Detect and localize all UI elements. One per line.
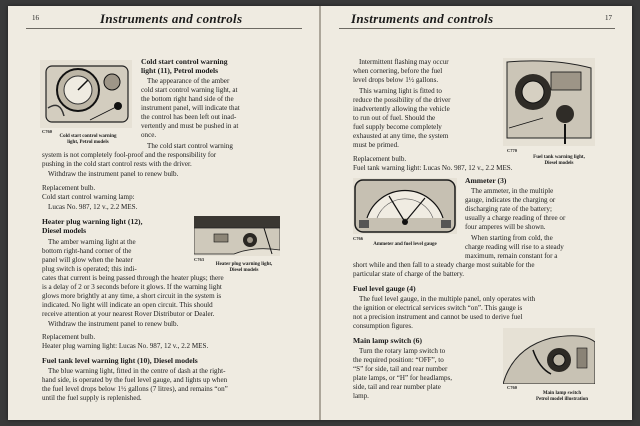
fuel-gauge-heading: Fuel level gauge (4) [353, 284, 416, 293]
text-line: plate lamps, or “H” for headlamps, [353, 374, 453, 382]
text-line: receive attention at your nearest Rover Distributor or Dealer. [42, 310, 215, 318]
text-line: Cold start control warning lamp: [42, 193, 135, 201]
text-line: hand side, is operated by the fuel level gauge, and lights up when [42, 376, 228, 384]
text-line: pushing in the cold start control rests with the driver. [42, 160, 192, 168]
text-line: Intermittent flashing may occur [359, 58, 449, 66]
text-line: panel will glow when the heater [42, 256, 133, 264]
text-line: The blue warning light, fitted in the centre of dash at the right- [48, 367, 226, 375]
text-line: to run out of fuel. Should the [353, 114, 436, 122]
text-line: Withdraw the instrument panel to renew bulb. [48, 320, 179, 328]
fuel-tank-heading: Fuel tank level warning light (10), Diesel models [42, 356, 198, 365]
text-line: until the fuel supply is replenished. [42, 394, 142, 402]
figure-code: C760 [42, 129, 52, 134]
text-line: glows more brightly at any time, a short circuit in the system is [42, 292, 222, 300]
text-line: Withdraw the instrument panel to renew bulb. [48, 170, 179, 178]
book-spread [8, 6, 632, 420]
text-line: vertently and must be pushed in at [141, 122, 239, 130]
text-line: plug switch is operated; this indi- [42, 265, 137, 273]
text-line: level drops below 1½ gallons. [353, 76, 439, 84]
text-line: the bottom right hand side of the [141, 95, 234, 103]
cold-start-light-figure [40, 60, 132, 128]
text-line: reduce the possibility of the driver [353, 96, 451, 104]
text-line: when cornering, before the fuel [353, 67, 443, 75]
left-page [8, 6, 319, 420]
page-header-right: Instruments and controls [351, 11, 494, 26]
text-line: The cold start control warning [147, 142, 233, 150]
text-line: discharging rate of the battery; [465, 205, 552, 213]
right-page [321, 6, 632, 420]
text-line: lamp. [353, 392, 369, 400]
text-line: charge reading will rise to a steady [465, 243, 564, 251]
figure-caption: Ammeter and fuel level gauge [373, 242, 437, 247]
text-line: The ammeter, in the multiple [471, 187, 554, 195]
text-line: “S” for side, tail and rear number [353, 365, 448, 373]
text-line: fuel supply become completely [353, 123, 442, 131]
text-line: The fuel level gauge, in the multiple panel, only operates with [359, 295, 536, 303]
text-line: the ignition or electrical services switch “on”. This gauge is [353, 304, 523, 312]
text-line: Fuel tank warning light: Lucas No. 987, 12 v., 2.2 MES. [353, 164, 513, 172]
text-line: system is not completely fool-proof and the responsibility for [42, 151, 217, 159]
text-line: the required position: “OFF”, to [353, 356, 444, 364]
figure-caption: Main lamp switch Petrol model illustration [535, 391, 589, 402]
figure-code: C770 [507, 148, 517, 153]
cold-start-heading: light (11), Petrol models [141, 66, 219, 75]
page-header-left: Instruments and controls [100, 11, 243, 26]
figure-caption: Heater plug warning light, Diesel models [215, 262, 273, 273]
text-line: short while and then fall to a steady charge most suitable for the [353, 261, 535, 269]
text-line: cates that current is being passed through the heater plugs; there [42, 274, 224, 282]
text-line: the fuel level drops below 1½ gallons (7 litres), and remains “on” [42, 385, 228, 393]
main-lamp-heading: Main lamp switch (6) [353, 336, 422, 345]
figure-code: C760 [507, 385, 517, 390]
text-line: maximum, remain constant for a [465, 252, 558, 260]
fuel-tank-light-figure [503, 58, 595, 146]
main-lamp-switch-figure [503, 328, 595, 384]
figure-code: C766 [353, 236, 363, 241]
text-line: The appearance of the amber [147, 77, 230, 85]
heater-plug-heading: Heater plug warning light (12), [42, 217, 143, 226]
text-line: Heater plug warning light: Lucas No. 987, 12 v., 2.2 MES. [42, 342, 209, 350]
ammeter-fuel-gauge-figure [353, 178, 457, 234]
figure-code: C763 [194, 257, 204, 262]
text-line: the control has been left out inad- [141, 113, 237, 121]
header-rule-left [26, 28, 302, 29]
ammeter-heading: Ammeter (3) [465, 176, 507, 185]
figure-caption: Fuel tank warning light, Diesel models [533, 155, 585, 166]
text-line: side, tail and rear number plate [353, 383, 441, 391]
text-line: When starting from cold, the [471, 234, 553, 242]
text-line: inadvertently allowing the vehicle [353, 105, 450, 113]
text-line: consumption figures. [353, 322, 413, 330]
cold-start-heading: Cold start control warning [141, 57, 228, 66]
text-line: instrument panel, will indicate that [141, 104, 240, 112]
text-line: is a delay of 2 or 3 seconds before it glows. If the warning light [42, 283, 222, 291]
heater-plug-light-figure [194, 216, 280, 256]
text-line: Replacement bulb. [42, 184, 96, 192]
text-line: usually a charge reading of three or [465, 214, 566, 222]
text-line: The amber warning light at the [48, 238, 136, 246]
text-line: must be primed. [353, 141, 399, 149]
text-line: Replacement bulb. [353, 155, 407, 163]
text-line: indicated. No light will indicate an open circuit. This should [42, 301, 213, 309]
text-line: four amperes will be shown. [465, 223, 546, 231]
text-line: This warning light is fitted to [359, 87, 442, 95]
text-line: cold start control warning light, at [141, 86, 238, 94]
text-line: exhausted at any time, the system [353, 132, 449, 140]
header-rule-right [339, 28, 615, 29]
text-line: Turn the rotary lamp switch to [359, 347, 446, 355]
text-line: particular state of charge of the battery. [353, 270, 465, 278]
text-line: bottom right-hand corner of the [42, 247, 132, 255]
text-line: once. [141, 131, 157, 139]
figure-caption: Cold start control warning light, Petrol models [59, 134, 117, 145]
text-line: not a precision instrument and cannot be used to derive fuel [353, 313, 523, 321]
page-number-right: 17 [605, 14, 612, 22]
heater-plug-heading: Diesel models [42, 226, 87, 235]
page-number-left: 16 [32, 14, 39, 22]
text-line: Replacement bulb. [42, 333, 96, 341]
text-line: Lucas No. 987, 12 v., 2.2 MES. [48, 203, 138, 211]
text-line: gauge, indicates the charging or [465, 196, 556, 204]
